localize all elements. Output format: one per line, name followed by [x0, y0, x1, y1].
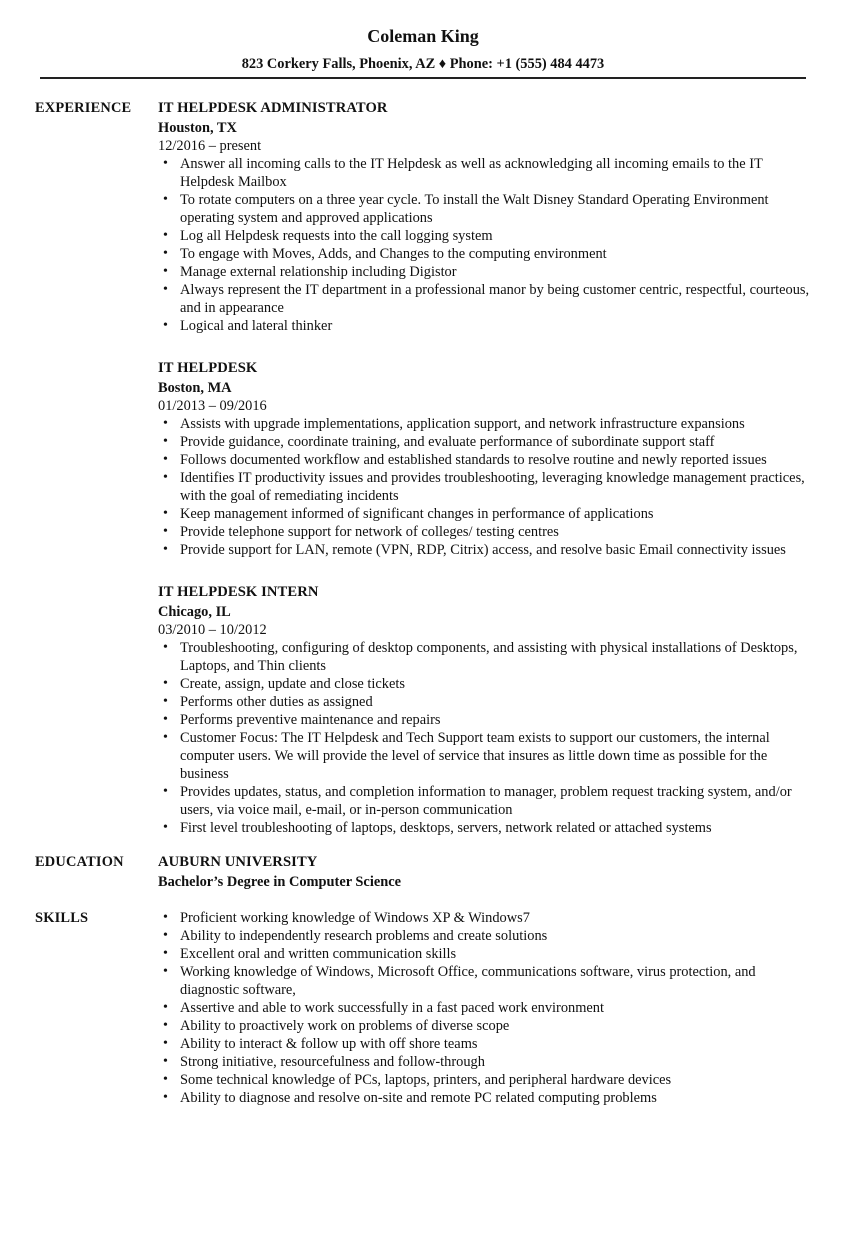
skills-body: [158, 909, 818, 1107]
list-item: • Keep management informed of significant changes in performance of applications: [158, 505, 818, 523]
job-dates: 12/2016 – present: [158, 138, 262, 154]
job-bullets: [158, 415, 818, 559]
education-body: [158, 853, 818, 891]
list-item: • Excellent oral and written communication skills: [158, 945, 818, 963]
job-title: IT HELPDESK ADMINISTRATOR: [158, 100, 388, 116]
job-location: Boston, MA: [158, 380, 232, 396]
job-entry: [158, 99, 818, 335]
experience-body: [158, 99, 818, 837]
list-item: • Ability to proactively work on problems of diverse scope: [158, 1017, 818, 1035]
list-item: • Working knowledge of Windows, Microsoft Office, communications software, virus protection, and diagnostic software,: [158, 963, 818, 999]
list-item: • Assertive and able to work successfully in a fast paced work environment: [158, 999, 818, 1017]
school-name: AUBURN UNIVERSITY: [158, 854, 318, 870]
list-item: • Provide telephone support for network of colleges/ testing centres: [158, 523, 818, 541]
list-item: • Ability to independently research problems and create solutions: [158, 927, 818, 945]
list-item: • Strong initiative, resourcefulness and follow-through: [158, 1053, 818, 1071]
list-item: • Create, assign, update and close tickets: [158, 675, 818, 693]
list-item: • Provides updates, status, and completion information to manager, problem request tracking system, and/or users, via voice mail, e-mail, or in-person communication: [158, 783, 818, 819]
header-divider: [40, 77, 806, 79]
list-item: • Some technical knowledge of PCs, laptops, printers, and peripheral hardware devices: [158, 1071, 818, 1089]
list-item: • Troubleshooting, configuring of desktop components, and assisting with physical installations of Desktops, Laptops, and Thin clients: [158, 639, 818, 675]
job-title: IT HELPDESK INTERN: [158, 584, 319, 600]
list-item: • Customer Focus: The IT Helpdesk and Tech Support team exists to support our customers, the internal computer users. We will provide the level of service that insures as little down time as possible for the business: [158, 729, 818, 783]
job-location: Houston, TX: [158, 120, 237, 136]
list-item: • Assists with upgrade implementations, application support, and network infrastructure expansions: [158, 415, 818, 433]
list-item: • Answer all incoming calls to the IT Helpdesk as well as acknowledging all incoming emails to the IT Helpdesk Mailbox: [158, 155, 818, 191]
list-item: • Ability to diagnose and resolve on-site and remote PC related computing problems: [158, 1089, 818, 1107]
list-item: • Provide guidance, coordinate training, and evaluate performance of subordinate support staff: [158, 433, 818, 451]
list-item: • Performs preventive maintenance and repairs: [158, 711, 818, 729]
list-item: • To rotate computers on a three year cycle. To install the Walt Disney Standard Operating Environment operating system and approved applications: [158, 191, 818, 227]
list-item: • To engage with Moves, Adds, and Changes to the computing environment: [158, 245, 818, 263]
section-label-skills: SKILLS: [35, 910, 89, 926]
job-entry: [158, 359, 818, 559]
list-item: • First level troubleshooting of laptops, desktops, servers, network related or attached systems: [158, 819, 818, 837]
job-title: IT HELPDESK: [158, 360, 258, 376]
list-item: • Follows documented workflow and established standards to resolve routine and newly reported issues: [158, 451, 818, 469]
job-bullets: [158, 155, 818, 335]
list-item: • Proficient working knowledge of Windows XP & Windows7: [158, 909, 818, 927]
section-label-education: EDUCATION: [35, 854, 124, 870]
resume-header: [0, 24, 846, 73]
list-item: • Ability to interact & follow up with off shore teams: [158, 1035, 818, 1053]
list-item: • Always represent the IT department in a professional manor by being customer centric, respectful, courteous, and in appearance: [158, 281, 818, 317]
candidate-name: Coleman King: [367, 26, 479, 46]
list-item: • Provide support for LAN, remote (VPN, RDP, Citrix) access, and resolve basic Email connectivity issues: [158, 541, 818, 559]
list-item: • Identifies IT productivity issues and provides troubleshooting, leveraging knowledge management practices, with the goal of remediating incidents: [158, 469, 818, 505]
list-item: • Performs other duties as assigned: [158, 693, 818, 711]
list-item: • Manage external relationship including Digistor: [158, 263, 818, 281]
job-dates: 03/2010 – 10/2012: [158, 622, 267, 638]
job-dates: 01/2013 – 09/2016: [158, 398, 267, 414]
list-item: • Logical and lateral thinker: [158, 317, 818, 335]
degree: Bachelor’s Degree in Computer Science: [158, 874, 401, 890]
contact-line: 823 Corkery Falls, Phoenix, AZ ♦ Phone: +1 (555) 484 4473: [241, 56, 605, 72]
skills-list: [158, 909, 818, 1107]
job-bullets: [158, 639, 818, 837]
job-entry: [158, 583, 818, 837]
section-label-experience: EXPERIENCE: [35, 100, 132, 116]
job-location: Chicago, IL: [158, 604, 231, 620]
list-item: • Log all Helpdesk requests into the call logging system: [158, 227, 818, 245]
